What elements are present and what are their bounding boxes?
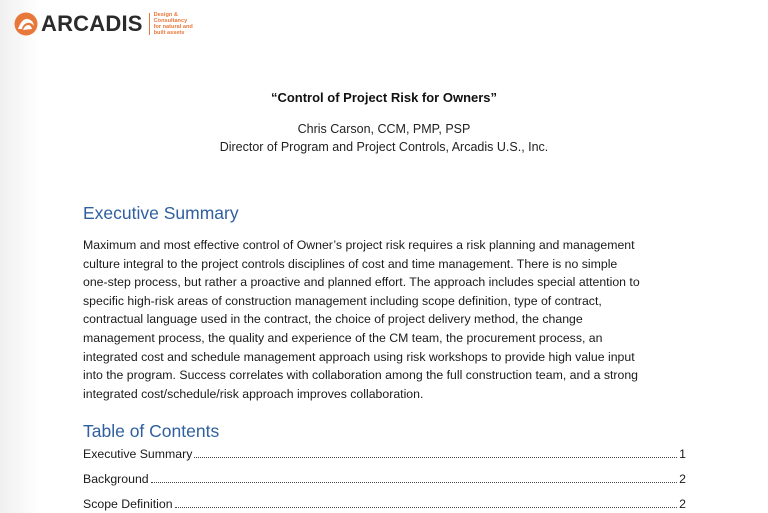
toc-entry-label: Scope Definition [83, 497, 173, 511]
toc-entry-page: 1 [679, 447, 686, 461]
arcadis-logo-icon [14, 12, 38, 36]
toc-entry[interactable] [83, 472, 686, 490]
summary-line: specific high-risk areas of construction management including scope definition, type of contract, [83, 293, 602, 308]
summary-line: contractual language used in the contract, the choice of project delivery method, the change [83, 312, 583, 327]
logo-tagline-line: built assets [153, 30, 185, 37]
summary-line: management process, the quality and experience of the CM team, the procurement process, an [83, 330, 603, 345]
logo-tagline-line: Design & Consultancy [153, 11, 188, 24]
logo-divider [149, 13, 150, 35]
toc-entry-page: 2 [679, 497, 686, 511]
summary-line: Maximum and most effective control of Owner’s project risk requires a risk planning and management [83, 238, 635, 252]
logo-tagline-line: for natural and [153, 24, 193, 30]
summary-line: one-step process, but rather a proactive and planned effort. The approach includes special attention to [83, 275, 640, 290]
toc-entry[interactable] [83, 447, 686, 465]
author-position: Director of Program and Project Controls, Arcadis U.S., Inc. [219, 140, 549, 154]
document-title: “Control of Project Risk for Owners” [270, 90, 498, 105]
toc-entry-label: Executive Summary [83, 447, 193, 461]
logo-tagline [154, 12, 212, 37]
summary-line: integrated cost and schedule management approach using risk workshops to provide high value input [83, 349, 635, 364]
summary-line: into the program. Success correlates with collaboration among the full construction team, and a strong [83, 368, 639, 383]
summary-line: culture integral to the project controls disciplines of cost and time management. There is no simple [83, 256, 618, 271]
toc-dot-leader [175, 498, 678, 508]
executive-summary-paragraph [83, 236, 687, 403]
toc-dot-leader [151, 473, 678, 483]
author-name: Chris Carson, CCM, PMP, PSP [297, 122, 471, 136]
logo-wordmark: ARCADIS [41, 11, 143, 36]
toc-entry-page: 2 [679, 472, 686, 486]
arcadis-logo [14, 10, 212, 38]
summary-line: integrated cost/schedule/risk approach improves collaboration. [83, 386, 424, 401]
executive-summary-heading: Executive Summary [83, 203, 239, 223]
toc-dot-leader [194, 448, 677, 458]
toc-heading: Table of Contents [83, 421, 220, 441]
toc-entry-label: Background [83, 472, 149, 486]
page-edge-shadow [0, 0, 40, 513]
toc-entry[interactable] [83, 497, 686, 513]
